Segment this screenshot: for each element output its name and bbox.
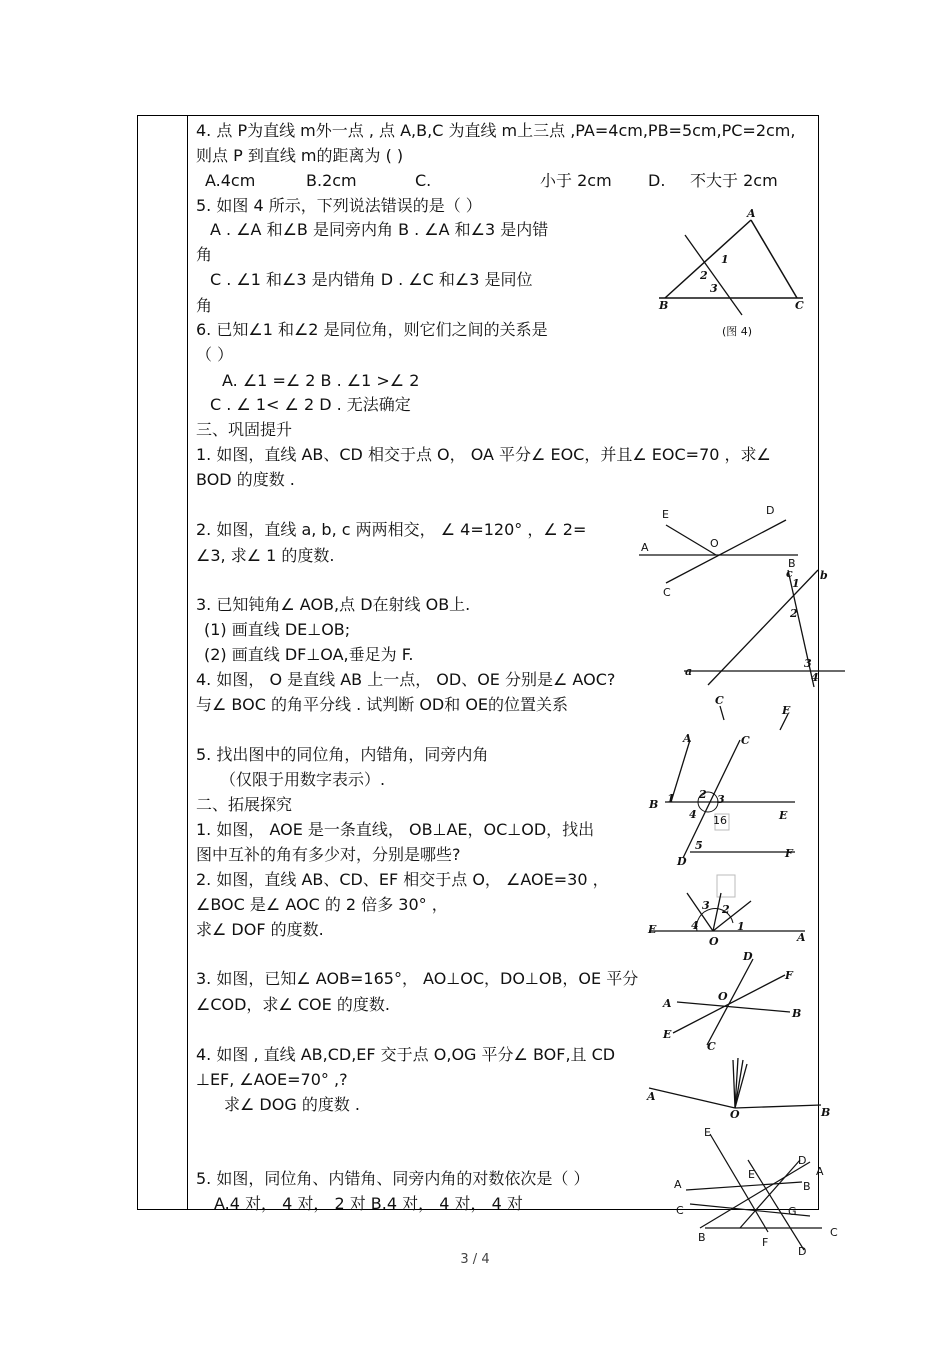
fig-ab-label-e: E <box>662 508 669 521</box>
fig-par-label-4: 4 <box>689 808 697 821</box>
fig-ce-label-c: C <box>715 694 724 707</box>
fig-par-label-1: 1 <box>667 792 675 805</box>
question-4-option-d-text: 不大于 2cm <box>690 171 778 190</box>
fig4-label-b: B <box>659 299 669 312</box>
fig4-label-3: 3 <box>710 282 718 295</box>
fig-three-label-f: F <box>785 969 793 982</box>
fig-ab-label-b: B <box>788 557 796 570</box>
fig-ab-label-d: D <box>766 504 775 517</box>
extension-5-line-1: 5. 如图，同位角、内错角、同旁内角的对数依次是（ ） <box>196 1169 590 1188</box>
fig-par-label-16: 16 <box>713 814 727 827</box>
question-4-option-d: D. <box>648 171 666 190</box>
fig-last-label-d1: D <box>798 1154 807 1167</box>
question-5-option-ab-cont: 角 <box>196 245 213 264</box>
fig4-label-1: 1 <box>721 253 729 266</box>
fig-last-label-d2: D <box>798 1245 807 1258</box>
problem-2-line-2: ∠3, 求∠ 1 的度数. <box>196 546 335 565</box>
fig-par-label-2: 2 <box>699 788 707 801</box>
fig-abc-label-3: 3 <box>804 657 812 670</box>
fig-abc-label-b: b <box>820 569 828 582</box>
question-4-line-1: 4. 点 P为直线 m外一点 , 点 A,B,C 为直线 m上三点 ,PA=4cm,PB=5cm,PC=2cm, <box>196 121 796 140</box>
table-divider <box>187 116 188 1209</box>
fig-three-label-e: E <box>663 1028 672 1041</box>
figure-multi-lines <box>670 1120 850 1265</box>
problem-3-step-2: (2) 画直线 DF⊥OA,垂足为 F. <box>204 645 414 664</box>
fig-abc-label-4: 4 <box>811 671 819 684</box>
extension-2-line-2: ∠BOC 是∠ AOC 的 2 倍多 30° ， <box>196 895 448 914</box>
problem-2-line-1: 2. 如图，直线 a, b, c 两两相交， ∠ 4=120° ，∠ 2= <box>196 520 587 539</box>
section-3-heading: 三、巩固提升 <box>196 420 293 439</box>
fig-eoa-label-o: O <box>709 935 719 948</box>
fig-last-label-f: F <box>762 1236 769 1249</box>
problem-3: 3. 已知钝角∠ AOB,点 D在射线 OB上. <box>196 595 471 614</box>
question-6: 6. 已知∠1 和∠2 是同位角，则它们之间的关系是 <box>196 320 548 339</box>
fig-par-label-c: C <box>741 734 750 747</box>
fig-abc-label-1: 1 <box>792 577 800 590</box>
fig-last-label-b1: B <box>803 1180 811 1193</box>
fig-eoa-label-3: 3 <box>702 899 710 912</box>
extension-2-line-1: 2. 如图，直线 AB、CD、EF 相交于点 O， ∠AOE=30 ， <box>196 870 609 889</box>
fig-abc-label-c: c <box>786 567 793 580</box>
fig-last-label-c2: C <box>830 1226 838 1239</box>
figure-straight-angle <box>645 873 810 948</box>
fig4-label-a: A <box>747 207 756 220</box>
figure-fan-rays <box>643 1050 843 1120</box>
problem-3-step-1: (1) 画直线 DE⊥OB; <box>204 620 351 639</box>
question-5-option-ab: A . ∠A 和∠B 是同旁内角 B . ∠A 和∠3 是内错 <box>210 220 549 239</box>
question-4-option-b: B.2cm <box>306 171 357 190</box>
fig-eoa-label-1: 1 <box>737 920 745 933</box>
problem-4-line-2: 与∠ BOC 的角平分线 . 试判断 OD和 OE的位置关系 <box>196 695 569 714</box>
question-5: 5. 如图 4 所示，下列说法错误的是（ ） <box>196 196 482 215</box>
figure-ray-fragment <box>710 692 800 732</box>
page-number: 3 / 4 <box>460 1252 490 1267</box>
problem-5-note: （仅限于用数字表示）. <box>220 770 386 789</box>
fig-last-label-a1: A <box>816 1165 824 1178</box>
fig-three-label-b: B <box>792 1007 802 1020</box>
fig-abc-label-2: 2 <box>790 607 798 620</box>
fig-eoa-label-2: 2 <box>722 903 730 916</box>
fig-par-label-e: E <box>779 809 788 822</box>
extension-1-line-1: 1. 如图， AOE 是一条直线， OB⊥AE，OC⊥OD，找出 <box>196 820 595 839</box>
fig-abc-label-a: a <box>685 665 693 678</box>
question-6-option-cd: C . ∠ 1< ∠ 2 D . 无法确定 <box>210 395 411 414</box>
question-6-paren: （ ） <box>196 345 234 364</box>
extension-4-line-1: 4. 如图 , 直线 AB,CD,EF 交于点 O,OG 平分∠ BOF,且 CD <box>196 1045 616 1064</box>
fig-fan-label-a: A <box>647 1090 656 1103</box>
extension-1-line-2: 图中互补的角有多少对，分别是哪些? <box>196 845 461 864</box>
fig-three-label-c: C <box>707 1040 716 1053</box>
fig-fan-label-b: B <box>821 1106 831 1119</box>
fig-eoa-label-a: A <box>797 931 806 944</box>
fig-par-label-5: 5 <box>695 839 703 852</box>
question-4-option-c-text: 小于 2cm <box>540 171 612 190</box>
fig-last-label-e1: E <box>704 1126 711 1139</box>
question-6-option-ab: A. ∠1 =∠ 2 B . ∠1 >∠ 2 <box>222 371 420 390</box>
fig4-label-c: C <box>795 299 804 312</box>
problem-5: 5. 找出图中的同位角，内错角，同旁内角 <box>196 745 489 764</box>
problem-1-line-2: BOD 的度数 . <box>196 470 295 489</box>
fig-ce-label-e: E <box>782 704 791 717</box>
fig-three-label-o: O <box>718 990 728 1003</box>
fig-last-label-g: G <box>788 1205 797 1218</box>
fig-ab-label-c: C <box>663 586 671 599</box>
fig-fan-label-o: O <box>730 1108 740 1121</box>
fig-last-label-a2: A <box>674 1178 682 1191</box>
question-4-line-2: 则点 P 到直线 m的距离为 ( ) <box>196 146 404 165</box>
fig-par-label-b: B <box>649 798 659 811</box>
fig-ab-label-o: O <box>710 537 719 550</box>
extension-4-line-3: 求∠ DOG 的度数 . <box>224 1095 361 1114</box>
fig-par-label-d: D <box>677 855 687 868</box>
fig-last-label-b2: B <box>698 1231 706 1244</box>
extension-4-line-2: ⊥EF, ∠AOE=70° ,? <box>196 1070 348 1089</box>
figure-lines-abc <box>680 565 855 690</box>
fig-par-label-a: A <box>683 732 692 745</box>
extension-3-line-2: ∠COD，求∠ COE 的度数. <box>196 995 390 1014</box>
figure-4-triangle <box>655 205 815 340</box>
question-5-option-cd-cont: 角 <box>196 296 213 315</box>
fig-ab-label-a: A <box>641 541 649 554</box>
fig-eoa-label-4: 4 <box>691 919 699 932</box>
question-4-option-a: A.4cm <box>205 171 256 190</box>
question-4-option-c: C. <box>415 171 432 190</box>
extension-3-line-1: 3. 如图，已知∠ AOB=165°， AO⊥OC，DO⊥OB，OE 平分 <box>196 969 639 988</box>
fig-three-label-a: A <box>663 997 672 1010</box>
figure-parallel-transversals <box>645 730 805 870</box>
problem-4-line-1: 4. 如图， O 是直线 AB 上一点， OD、OE 分别是∠ AOC? <box>196 670 616 689</box>
fig4-caption: (图 4) <box>722 325 753 338</box>
fig-par-label-3: 3 <box>717 793 725 806</box>
question-5-option-cd: C . ∠1 和∠3 是内错角 D . ∠C 和∠3 是同位 <box>210 270 533 289</box>
fig-eoa-label-e: E <box>648 923 657 936</box>
fig4-label-2: 2 <box>700 269 708 282</box>
extension-5-options: A.4 对， 4 对， 2 对 B.4 对， 4 对， 4 对 <box>214 1194 523 1213</box>
fig-par-label-f: F <box>785 847 793 860</box>
figure-three-lines <box>655 945 810 1060</box>
section-2-heading: 二、拓展探究 <box>196 795 293 814</box>
fig-last-label-c1: C <box>676 1204 684 1217</box>
fig-last-label-e2: E <box>748 1168 755 1181</box>
extension-2-line-3: 求∠ DOF 的度数. <box>196 920 324 939</box>
problem-1-line-1: 1. 如图，直线 AB、CD 相交于点 O， OA 平分∠ EOC，并且∠ EOC=70 ，求∠ <box>196 445 771 464</box>
fig-three-label-d: D <box>743 950 753 963</box>
